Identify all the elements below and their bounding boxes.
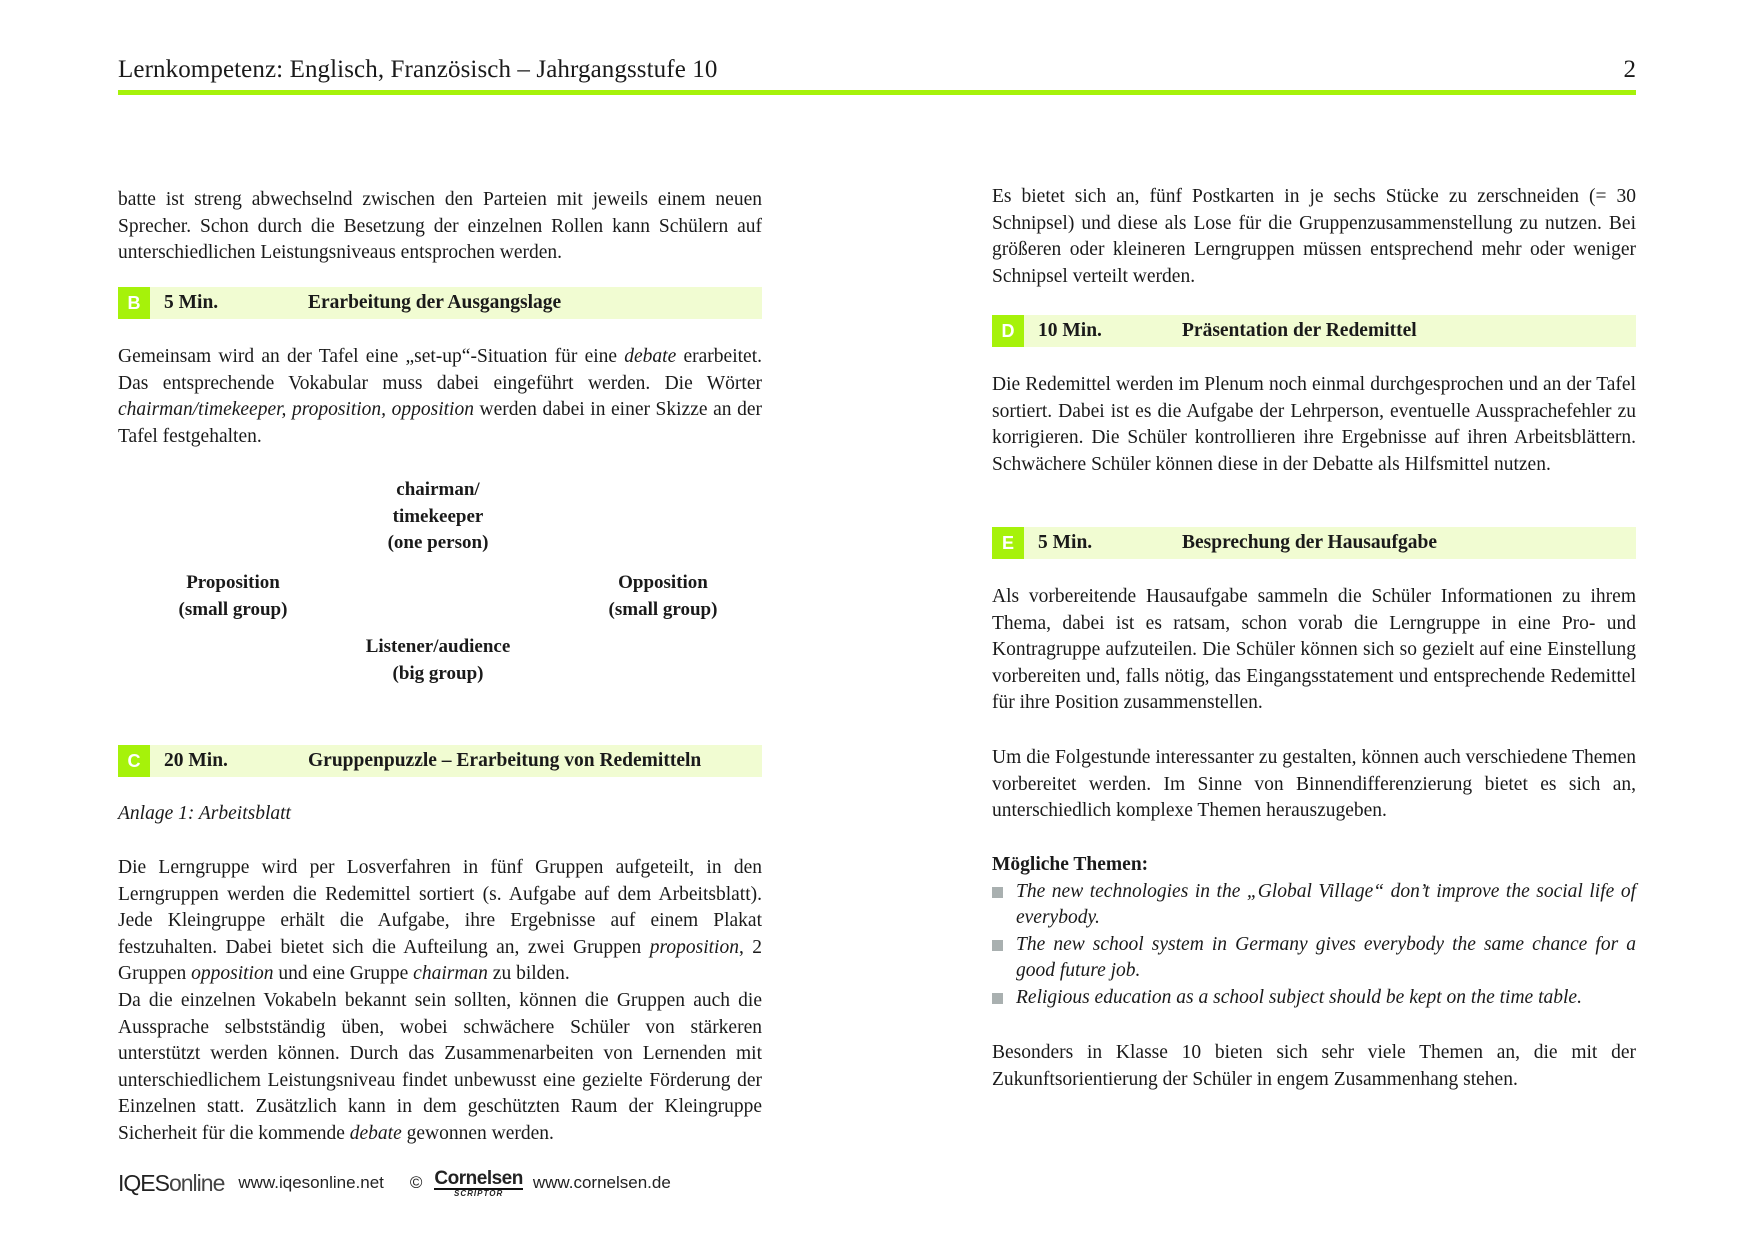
page-footer (118, 1168, 671, 1198)
cornelsen-logo (434, 1169, 522, 1198)
section-title: Präsentation der Redemittel (1182, 320, 1417, 341)
copyright-icon: © (409, 1173, 423, 1192)
text-run: werden dabei in einer Skizze an der Tafel festgehalten. (118, 399, 762, 447)
text-run: erarbeitet. Das entsprechende Vokabular muss dabei eingeführt werden. Die Wörter (118, 346, 762, 394)
diagram-label: (small group) (178, 598, 288, 620)
topics-block (992, 852, 1636, 1012)
italic-term: chairman (413, 963, 488, 985)
section-c-paragraph (118, 855, 762, 988)
text-run: Die Lerngruppe wird per Losverfahren in fünf Gruppen aufgeteilt, in den Lerngruppen werden die Redemittel sortiert (s. Aufgabe auf dem Arbeitsblatt). Jede Kleingruppe erhält die Aufgabe, ihre Ergebnisse auf einem Plakat festzuhalten. Dabei bietet sich die Aufteilung an, zwei Gruppen (118, 857, 762, 958)
text-run: Gemeinsam wird an der Tafel eine „set-up“-Situation für eine (118, 346, 625, 367)
diagram-label: Listener/audience (365, 636, 511, 657)
iqes-logo (118, 1170, 224, 1197)
topic-item (992, 985, 1636, 1012)
section-header-b (118, 287, 762, 319)
square-bullet-icon (992, 993, 1003, 1004)
text-run: gewonnen werden. (401, 1122, 554, 1144)
section-letter-badge: D (992, 315, 1024, 347)
diagram-label: timekeeper (392, 505, 484, 527)
section-header-d (992, 315, 1636, 347)
iqes-url-link[interactable]: www.iqesonline.net (238, 1173, 384, 1192)
diagram-node-proposition (138, 570, 328, 623)
attachment-note: Anlage 1: Arbeitsblatt (118, 803, 291, 824)
italic-term: opposition (191, 963, 274, 985)
page-number: 2 (1623, 56, 1636, 83)
section-e-paragraph-3: Besonders in Klasse 10 bieten sich sehr viele Themen an, die mit der Zukunftsorientierung der Schüler in engem Zusammenhang stehen. (992, 1042, 1636, 1090)
section-e-paragraph-2: Um die Folgestunde interessanter zu gestalten, können auch verschiedene Themen vorbereitet werden. Im Sinne von Binnendifferenzierung bietet es sich an, unterschiedlich komplexe Themen herauszugeben. (992, 747, 1636, 822)
topic-item (992, 879, 1636, 932)
text-run: und eine Gruppe (273, 963, 414, 985)
section-duration: 20 Min. (164, 750, 228, 771)
diagram-label: Opposition (618, 572, 708, 593)
square-bullet-icon (992, 940, 1003, 951)
italic-term: chairman/timekeeper, proposition, opposition (118, 399, 474, 421)
square-bullet-icon (992, 887, 1003, 898)
section-header-e (992, 527, 1636, 559)
section-c-paragraph-2 (118, 988, 762, 1148)
intro-paragraph-left: batte ist streng abwechselnd zwischen den Parteien mit jeweils einem neuen Sprecher. Schon durch die Besetzung der einzelnen Rollen kann Schülern auf unterschiedlichen Leistungsniveaus entsprochen werden. (118, 189, 762, 264)
topic-text: The new technologies in the „Global Village“ don’t improve the social life of everybody. (1016, 880, 1636, 929)
section-e-paragraph-1: Als vorbereitende Hausaufgabe sammeln die Schüler Informationen zu ihrem Thema, dabei ist es ratsam, schon vorab die Lerngruppe in eine Pro- und Kontragruppe aufzuteilen. Die Schüler können sich so gezielt auf eine Einstellung vorbereiten und, falls nötig, das Eingangsstatement und entsprechende Redemittel für ihre Position zusammenstellen. (992, 586, 1636, 714)
text-run: zu bilden. (487, 963, 570, 985)
topic-text: The new school system in Germany gives everybody the same chance for a good future job. (1016, 933, 1636, 982)
italic-term: debate (624, 346, 677, 367)
section-letter-badge: B (118, 287, 150, 319)
logo-text: IQES (118, 1169, 169, 1196)
section-header-c (118, 745, 762, 777)
section-letter-badge: C (118, 745, 150, 777)
topic-item (992, 932, 1636, 985)
topics-heading: Mögliche Themen: (992, 854, 1149, 875)
section-duration: 5 Min. (164, 292, 219, 313)
topic-text: Religious education as a school subject should be kept on the time table. (1016, 986, 1582, 1008)
section-duration: 10 Min. (1038, 320, 1102, 341)
diagram-label: (one person) (387, 532, 489, 554)
diagram-label: chairman/ (396, 479, 480, 500)
diagram-label: (big group) (392, 662, 484, 684)
italic-term: proposition (649, 936, 739, 958)
section-title: Besprechung der Hausaufgabe (1182, 532, 1437, 553)
text-run: Da die einzelnen Vokabeln bekannt sein sollten, können die Gruppen auch die Aussprache selbstständig üben, wobei schwächere Schüler von stärkeren unterstützt werden können. Durch das Zusammenarbeiten von Lernenden mit unterschiedlichem Leistungsniveau findet unbewusst eine gezielte Förderung der Einzelnen statt. Zusätzlich kann in dem geschützten Raum der Kleingruppe Sicherheit für die kommende (118, 990, 762, 1144)
logo-subtext: SCRIPTOR (454, 1188, 504, 1198)
left-column (118, 0, 762, 1160)
cornelsen-url-link[interactable]: www.cornelsen.de (532, 1173, 671, 1192)
diagram-label: Proposition (186, 572, 280, 593)
intro-paragraph-right: Es bietet sich an, fünf Postkarten in je sechs Stücke zu zerschneiden (= 30 Schnipsel) und diese als Lose für die Gruppenzusammenstellung zu nutzen. Bei größeren oder kleineren Lerngruppen müssen entsprechend mehr oder weniger Schnipsel verteilt werden. (992, 186, 1636, 287)
document-header-title: Lernkompetenz: Englisch, Französisch – Jahrgangsstufe 10 (118, 56, 718, 83)
section-letter-badge: E (992, 527, 1024, 559)
diagram-node-chairman (318, 477, 558, 557)
diagram-node-audience (298, 634, 578, 687)
right-column (992, 0, 1636, 1160)
diagram-label: (small group) (608, 598, 718, 620)
topics-list (992, 879, 1636, 1012)
text-run: , 2 Gruppen (118, 936, 763, 985)
section-b-paragraph (118, 344, 762, 450)
section-d-paragraph: Die Redemittel werden im Plenum noch einmal durchgesprochen und an der Tafel sortiert. Dabei ist es die Aufgabe der Lehrperson, eventuelle Aussprachefehler zu korrigieren. Die Schüler kontrollieren ihre Ergebnisse auf ihren Arbeitsblättern. Schwächere Schüler können diese in der Debatte als Hilfsmittel nutzen. (992, 374, 1636, 475)
logo-text: online (168, 1169, 225, 1196)
section-title: Gruppenpuzzle – Erarbeitung von Redemitteln (308, 750, 702, 771)
logo-text: Cornelsen (434, 1167, 523, 1189)
section-title: Erarbeitung der Ausgangslage (308, 292, 562, 313)
section-duration: 5 Min. (1038, 532, 1093, 553)
diagram-node-opposition (568, 570, 758, 623)
italic-term: debate (349, 1122, 402, 1144)
